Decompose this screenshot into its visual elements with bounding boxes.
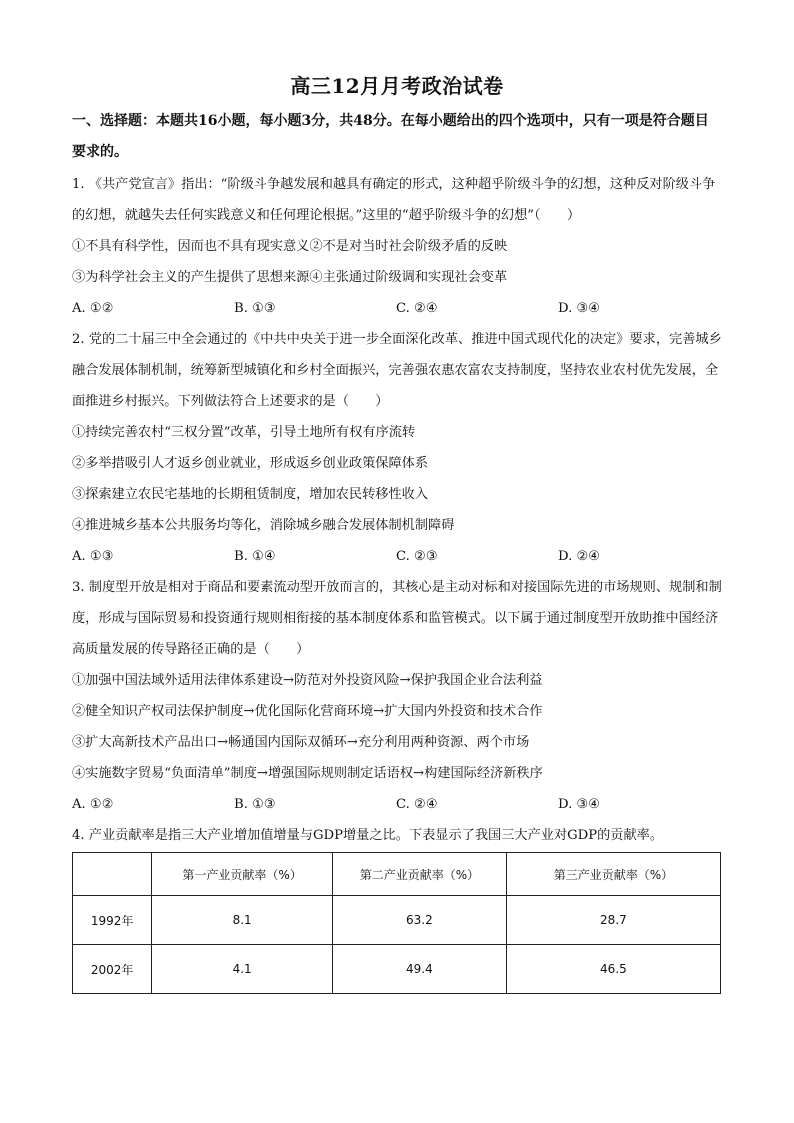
question-4 <box>72 820 722 851</box>
statement: ①不具有科学性，因而也不具有现实意义②不是对当时社会阶级矛盾的反映 <box>72 239 508 254</box>
option-c: C. ②④ <box>396 797 438 812</box>
question-3 <box>72 572 722 820</box>
statement: ③扩大高新技术产品出口→畅通国内国际双循环→充分利用两种资源、两个市场 <box>72 735 530 750</box>
answer-options <box>72 541 722 572</box>
option-c: C. ②③ <box>396 549 438 564</box>
option-a: A. ①② <box>72 797 114 812</box>
statement: ②健全知识产权司法保护制度→优化国际化营商环境→扩大国内外投资和技术合作 <box>72 704 543 719</box>
table-header-cell <box>73 853 152 896</box>
table-cell: 8.1 <box>152 896 333 945</box>
statement: ①持续完善农村“三权分置”改革，引导土地所有权有序流转 <box>72 425 416 440</box>
option-d: D. ③④ <box>558 301 601 316</box>
questions-content <box>72 169 722 851</box>
table-cell: 49.4 <box>332 945 506 994</box>
section-header: 一、选择题：本题共16小题，每小题3分，共48分。在每小题给出的四个选项中，只有一项是符合题目要求的。 <box>72 113 709 160</box>
option-d: D. ③④ <box>558 797 601 812</box>
option-d: D. ②④ <box>558 549 601 564</box>
statement: ④推进城乡基本公共服务均等化，消除城乡融合发展体制机制障碍 <box>72 518 455 533</box>
table-header-row <box>73 853 721 896</box>
table-cell-year: 1992年 <box>73 896 152 945</box>
option-b: B. ①③ <box>234 301 276 316</box>
statement: ②多举措吸引人才返乡创业就业，形成返乡创业政策保障体系 <box>72 456 429 471</box>
question-stem: 1. 《共产党宣言》指出：“阶级斗争越发展和越具有确定的形式，这种超乎阶级斗争的幻想，这种反对阶级斗争的幻想，就越失去任何实践意义和任何理论根据。”这里的“超乎阶级斗争的幻想”（ ） <box>72 177 716 223</box>
question-stem: 4. 产业贡献率是指三大产业增加值增量与GDP增量之比。下表显示了我国三大产业对GDP的贡献率。 <box>72 828 664 843</box>
table-cell: 4.1 <box>152 945 333 994</box>
option-b: B. ①③ <box>234 797 276 812</box>
table-cell: 63.2 <box>332 896 506 945</box>
page-title: 高三12月月考政治试卷 <box>290 74 504 98</box>
table-cell: 28.7 <box>506 896 720 945</box>
question-2 <box>72 324 722 572</box>
statement: ③探索建立农民宅基地的长期租赁制度，增加农民转移性收入 <box>72 487 429 502</box>
statement: ④实施数字贸易“负面清单”制度→增强国际规则制定话语权→构建国际经济新秩序 <box>72 766 543 781</box>
question-stem: 3. 制度型开放是相对于商品和要素流动型开放而言的，其核心是主动对标和对接国际先进的市场规则、规制和制度，形成与国际贸易和投资通行规则相衔接的基本制度体系和监管模式。以下属于通过制度型开放助推中国经济高质量发展的传导路径正确的是（ ） <box>72 580 722 657</box>
statement: ③为科学社会主义的产生提供了思想来源④主张通过阶级调和实现社会变革 <box>72 270 508 285</box>
option-b: B. ①④ <box>234 549 276 564</box>
contribution-table <box>72 852 721 994</box>
answer-options <box>72 789 722 820</box>
statement: ①加强中国法域外适用法律体系建设→防范对外投资风险→保护我国企业合法利益 <box>72 673 543 688</box>
table-header-cell: 第二产业贡献率（%） <box>332 853 506 896</box>
table-cell: 46.5 <box>506 945 720 994</box>
question-1 <box>72 169 722 324</box>
option-c: C. ②④ <box>396 301 438 316</box>
table-cell-year: 2002年 <box>73 945 152 994</box>
question-stem: 2. 党的二十届三中全会通过的《中共中央关于进一步全面深化改革、推进中国式现代化的决定》要求，完善城乡融合发展体制机制，统筹新型城镇化和乡村全面振兴，完善强农惠农富农支持制度，坚持农业农村优先发展，全面推进乡村振兴。下列做法符合上述要求的是（ ） <box>72 332 722 409</box>
table-row <box>73 945 721 994</box>
table-header-cell: 第三产业贡献率（%） <box>506 853 720 896</box>
option-a: A. ①② <box>72 301 114 316</box>
table-row <box>73 896 721 945</box>
option-a: A. ①③ <box>72 549 114 564</box>
answer-options <box>72 293 722 324</box>
table-header-cell: 第一产业贡献率（%） <box>152 853 333 896</box>
